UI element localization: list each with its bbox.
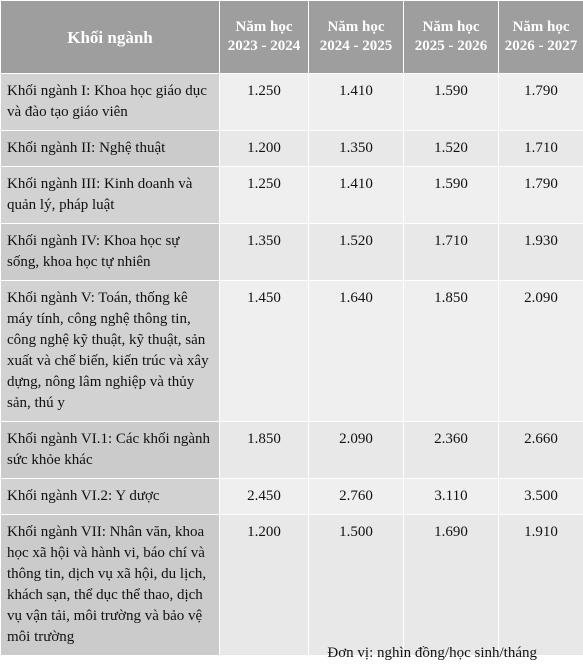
row-category-label: Khối ngành IV: Khoa học sự sống, khoa học tự nhiên bbox=[1, 224, 220, 281]
row-value-cell: 1.250 bbox=[220, 74, 309, 131]
row-value-cell: 1.850 bbox=[220, 422, 309, 479]
row-value-cell: 1.910 bbox=[499, 515, 583, 656]
row-value-cell: 1.500 bbox=[309, 515, 404, 656]
table-row bbox=[1, 74, 583, 131]
header-year-2026-2027: Năm học 2026 - 2027 bbox=[499, 1, 583, 74]
row-value-cell: 2.360 bbox=[404, 422, 499, 479]
header-year-2024-2025: Năm học 2024 - 2025 bbox=[309, 1, 404, 74]
table-row bbox=[1, 515, 583, 656]
row-category-label: Khối ngành VI.2: Y dược bbox=[1, 479, 220, 515]
header-year-2025-2026: Năm học 2025 - 2026 bbox=[404, 1, 499, 74]
row-value-cell: 1.200 bbox=[220, 515, 309, 656]
row-value-cell: 1.450 bbox=[220, 281, 309, 422]
row-category-label: Khối ngành VI.1: Các khối ngành sức khỏe khác bbox=[1, 422, 220, 479]
row-value-cell: 1.350 bbox=[309, 131, 404, 167]
row-value-cell: 1.200 bbox=[220, 131, 309, 167]
row-value-cell: 1.250 bbox=[220, 167, 309, 224]
table-row bbox=[1, 131, 583, 167]
row-value-cell: 1.410 bbox=[309, 167, 404, 224]
row-category-label: Khối ngành III: Kinh doanh và quản lý, pháp luật bbox=[1, 167, 220, 224]
table-row bbox=[1, 167, 583, 224]
row-value-cell: 2.450 bbox=[220, 479, 309, 515]
row-category-label: Khối ngành I: Khoa học giáo dục và đào tạo giáo viên bbox=[1, 74, 220, 131]
row-category-label: Khối ngành V: Toán, thống kê máy tính, công nghệ thông tin, công nghệ kỹ thuật, kỹ thuật, sản xuất và chế biến, kiến trúc và xây dựng, nông lâm nghiệp và thủy sản, thú y bbox=[1, 281, 220, 422]
table-row bbox=[1, 422, 583, 479]
row-value-cell: 1.930 bbox=[499, 224, 583, 281]
row-value-cell: 1.410 bbox=[309, 74, 404, 131]
row-value-cell: 2.090 bbox=[309, 422, 404, 479]
header-year-2023-2024: Năm học 2023 - 2024 bbox=[220, 1, 309, 74]
row-value-cell: 1.790 bbox=[499, 74, 583, 131]
row-value-cell: 2.660 bbox=[499, 422, 583, 479]
row-category-label: Khối ngành II: Nghệ thuật bbox=[1, 131, 220, 167]
table-row bbox=[1, 479, 583, 515]
row-value-cell: 3.500 bbox=[499, 479, 583, 515]
row-value-cell: 1.350 bbox=[220, 224, 309, 281]
row-value-cell: 2.090 bbox=[499, 281, 583, 422]
row-value-cell: 1.520 bbox=[404, 131, 499, 167]
row-value-cell: 1.640 bbox=[309, 281, 404, 422]
row-value-cell: 1.520 bbox=[309, 224, 404, 281]
row-value-cell: 1.590 bbox=[404, 74, 499, 131]
row-category-label: Khối ngành VII: Nhân văn, khoa học xã hội và hành vi, báo chí và thông tin, dịch vụ xã hội, du lịch, khách sạn, thể dục thể thao, dịch vụ vận tải, môi trường và bảo vệ môi trường bbox=[1, 515, 220, 656]
row-value-cell: 1.690 bbox=[404, 515, 499, 656]
table-row bbox=[1, 224, 583, 281]
header-category: Khối ngành bbox=[1, 1, 220, 74]
table-row bbox=[1, 281, 583, 422]
row-value-cell: 3.110 bbox=[404, 479, 499, 515]
row-value-cell: 1.710 bbox=[404, 224, 499, 281]
row-value-cell: 2.760 bbox=[309, 479, 404, 515]
unit-note: Đơn vị: nghìn đồng/học sinh/tháng bbox=[327, 645, 537, 661]
row-value-cell: 1.710 bbox=[499, 131, 583, 167]
row-value-cell: 1.790 bbox=[499, 167, 583, 224]
row-value-cell: 1.850 bbox=[404, 281, 499, 422]
table-header-row bbox=[1, 1, 583, 74]
row-value-cell: 1.590 bbox=[404, 167, 499, 224]
